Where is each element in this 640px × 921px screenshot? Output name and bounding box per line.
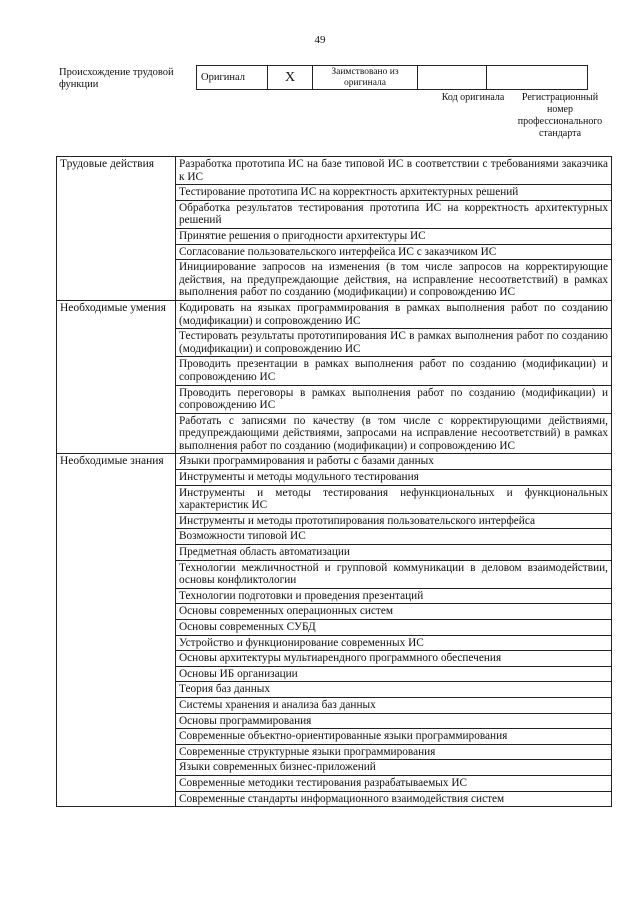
section-item: Основы программирования bbox=[176, 713, 612, 729]
section-item: Обработка результатов тестирования прототипа ИС на корректность архитектурных решений bbox=[176, 200, 612, 228]
section-item: Устройство и функционирование современных ИС bbox=[176, 635, 612, 651]
section-title: Трудовые действия bbox=[57, 157, 176, 301]
section-item: Основы ИБ организации bbox=[176, 666, 612, 682]
section-item: Инициирование запросов на изменения (в том числе запросов на корректирующие действия, на предупреждающие действия, на исправление несоответствий) в рамках выполнения работ по созданию (модификации) и сопровождению ИС bbox=[176, 260, 612, 301]
reg-number-cell bbox=[487, 66, 588, 90]
function-details-table bbox=[56, 156, 612, 807]
section-item: Проводить переговоры в рамках выполнения работ по созданию (модификации) и сопровождению ИС bbox=[176, 385, 612, 413]
code-cell bbox=[418, 66, 487, 90]
origin-label: Происхождение трудовой функции bbox=[59, 67, 174, 90]
reg-number-note: Регистрационный номер профессионального стандарта bbox=[517, 92, 603, 139]
section-item: Возможности типовой ИС bbox=[176, 529, 612, 545]
page-number: 49 bbox=[314, 34, 326, 46]
section-title: Необходимые умения bbox=[57, 300, 176, 454]
section-item: Основы современных СУБД bbox=[176, 620, 612, 636]
section-item: Современные стандарты информационного взаимодействия систем bbox=[176, 791, 612, 807]
section-item: Основы архитектуры мультиарендного программного обеспечения bbox=[176, 651, 612, 667]
function-details-body bbox=[57, 157, 612, 807]
section-item: Инструменты и методы модульного тестирования bbox=[176, 470, 612, 486]
section-item: Тестирование прототипа ИС на корректность архитектурных решений bbox=[176, 185, 612, 201]
table-row bbox=[57, 300, 612, 328]
original-mark: X bbox=[268, 66, 313, 90]
section-item: Согласование пользовательского интерфейса ИС с заказчиком ИС bbox=[176, 244, 612, 260]
section-item: Тестировать результаты прототипирования ИС в рамках выполнения работ по созданию (модификации) и сопровождению ИС bbox=[176, 329, 612, 357]
section-item: Языки программирования и работы с базами данных bbox=[176, 454, 612, 470]
section-item: Технологии межличностной и групповой коммуникации в деловом взаимодействии, основы конфликтологии bbox=[176, 560, 612, 588]
original-cell: Оригинал bbox=[197, 66, 268, 90]
table-row bbox=[57, 157, 612, 185]
section-item: Принятие решения о пригодности архитектуры ИС bbox=[176, 228, 612, 244]
section-item: Инструменты и методы тестирования нефункциональных и функциональных характеристик ИС bbox=[176, 485, 612, 513]
section-item: Предметная область автоматизации bbox=[176, 545, 612, 561]
section-item: Современные методики тестирования разрабатываемых ИС bbox=[176, 775, 612, 791]
section-item: Современные объектно-ориентированные языки программирования bbox=[176, 729, 612, 745]
section-item: Системы хранения и анализа баз данных bbox=[176, 697, 612, 713]
section-item: Работать с записями по качеству (в том числе с корректирующими действиями, предупреждающими действиями, запросами на исправление несоответствий) в рамках выполнения работ по созданию (модификации) и сопровождению ИС bbox=[176, 413, 612, 454]
section-item: Инструменты и методы прототипирования пользовательского интерфейса bbox=[176, 513, 612, 529]
section-item: Основы современных операционных систем bbox=[176, 604, 612, 620]
code-original-note: Код оригинала bbox=[441, 92, 505, 103]
section-item: Технологии подготовки и проведения презентаций bbox=[176, 588, 612, 604]
section-item: Теория баз данных bbox=[176, 682, 612, 698]
table-row bbox=[57, 454, 612, 470]
section-title: Необходимые знания bbox=[57, 454, 176, 807]
section-item: Разработка прототипа ИС на базе типовой ИС в соответствии с требованиями заказчика к ИС bbox=[176, 157, 612, 185]
section-item: Современные структурные языки программирования bbox=[176, 744, 612, 760]
borrowed-cell: Заимствовано из оригинала bbox=[313, 66, 418, 90]
section-item: Языки современных бизнес-приложений bbox=[176, 760, 612, 776]
section-item: Проводить презентации в рамках выполнения работ по созданию (модификации) и сопровождению ИС bbox=[176, 357, 612, 385]
origin-table bbox=[196, 65, 588, 90]
section-item: Кодировать на языках программирования в рамках выполнения работ по созданию (модификации) и сопровождению ИС bbox=[176, 300, 612, 328]
